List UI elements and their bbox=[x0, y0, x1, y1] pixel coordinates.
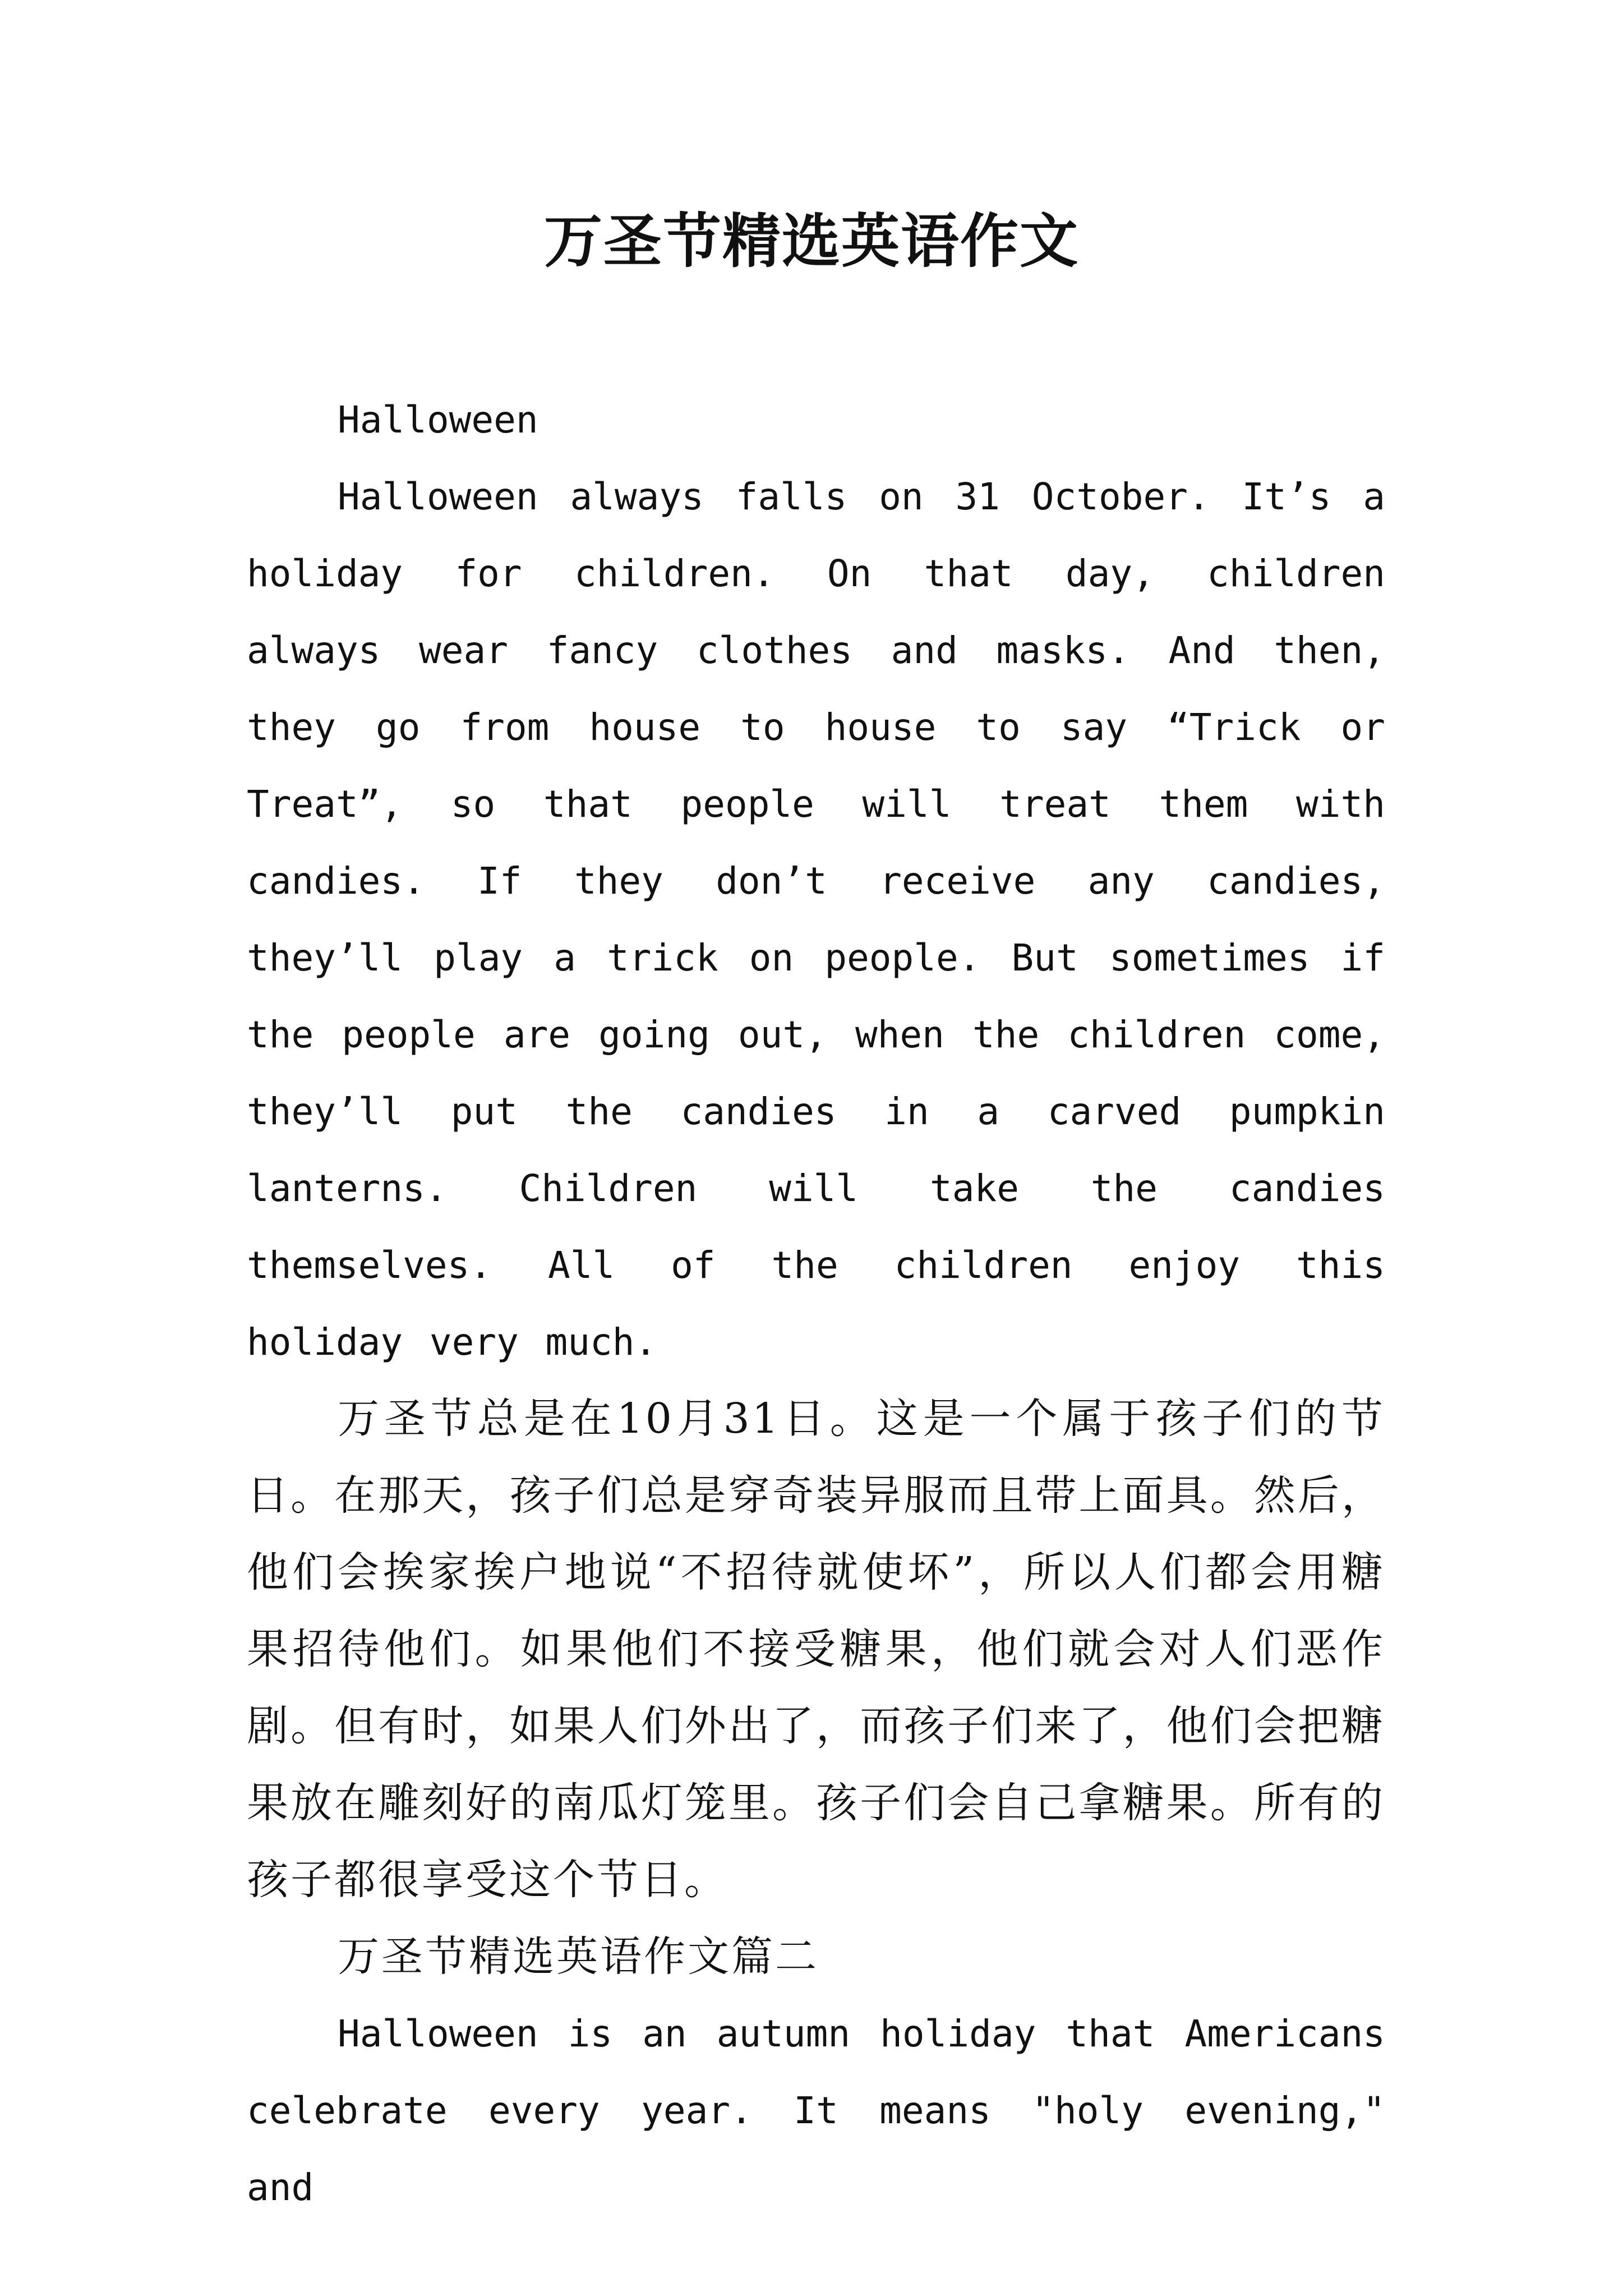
document-body bbox=[247, 381, 1385, 2226]
paragraph-english-1: Halloween always falls on 31 October. It’s a holiday for children. On that day, children always wear fancy clothes and masks. And then, they go from house to house to say “Trick or Treat”, so that people will treat them with candies. If they don’t receive any candies, they’ll play a trick on people. But sometimes if the people are going out, when the children come, they’ll put the candies in a carved pumpkin lanterns. Children will take the candies themselves. All of the children enjoy this holiday very much. bbox=[247, 475, 1385, 1364]
paragraph-chinese-translation: 万圣节总是在10月31日。这是一个属于孩子们的节日。在那天，孩子们总是穿奇装异服而且带上面具。然后，他们会挨家挨户地说“不招待就使坏”，所以人们都会用糖果招待他们。如果他们不接受糖果，他们就会对人们恶作剧。但有时，如果人们外出了，而孩子们来了，他们会把糖果放在雕刻好的南瓜灯笼里。孩子们会自己拿糖果。所有的孩子都很享受这个节日。 bbox=[247, 1395, 1385, 1904]
document-title: 万圣节精选英语作文 bbox=[543, 206, 1079, 275]
paragraph-english-2: Halloween is an autumn holiday that Americans celebrate every year. It means "holy evening," and bbox=[247, 2012, 1385, 2209]
section-heading-halloween: Halloween bbox=[338, 398, 538, 441]
section-heading-part-two: 万圣节精选英语作文篇二 bbox=[338, 1932, 819, 1981]
